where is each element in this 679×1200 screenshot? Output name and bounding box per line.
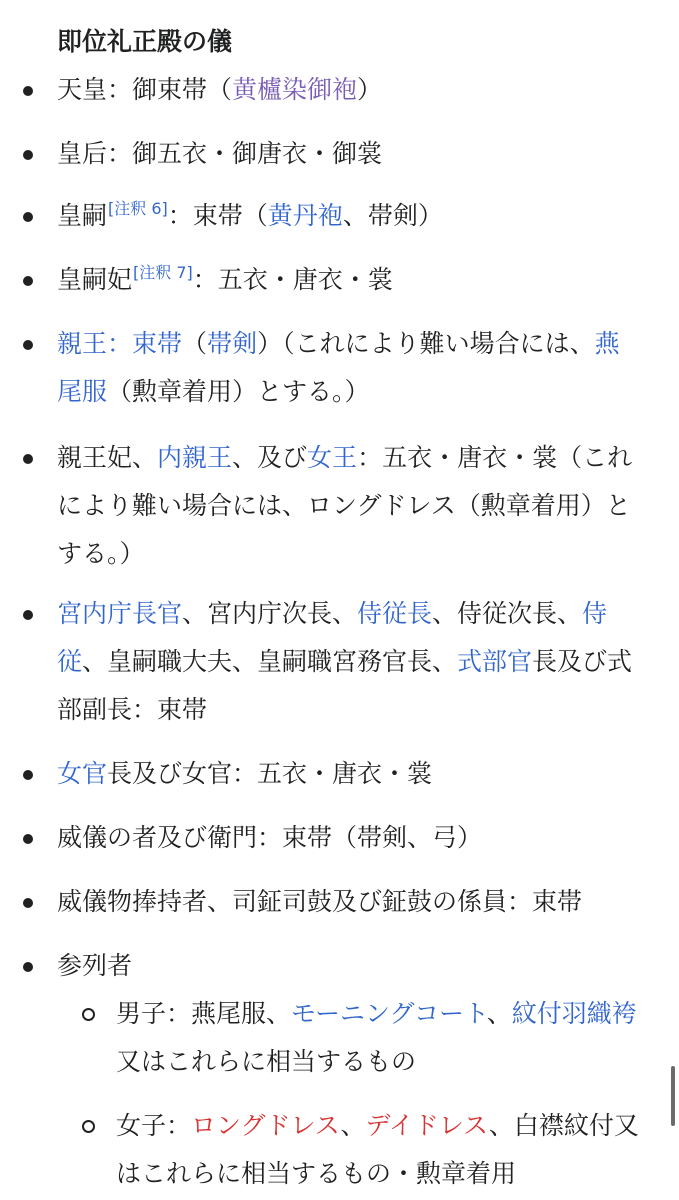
- text-segment: 、及び: [232, 443, 308, 472]
- text-segment: ：: [107, 329, 133, 358]
- text-segment: 、: [486, 999, 512, 1028]
- text-segment: 天皇：御束帯（: [57, 75, 233, 104]
- text-segment: ）（これにより難い場合には、: [257, 329, 595, 358]
- link-shinno[interactable]: 親王: [57, 329, 108, 358]
- text-segment: 皇后：御五衣・御唐衣・御裳: [57, 139, 383, 168]
- link-taiken[interactable]: 帯剣: [207, 329, 258, 358]
- link-long-dress[interactable]: ロングドレス: [191, 1111, 341, 1140]
- text-segment: （: [182, 329, 208, 358]
- text-segment: 参列者: [57, 951, 133, 980]
- list-item-igi: [57, 814, 642, 862]
- text-segment: 親王妃、: [57, 443, 158, 472]
- list-item-nyokan: [57, 750, 642, 798]
- link-ounino-ho[interactable]: 黄丹袍: [267, 201, 343, 230]
- text-segment: 、宮内庁次長、: [182, 599, 358, 628]
- link-naishinno[interactable]: 内親王: [157, 443, 233, 472]
- link-montsuki-haori-hakama[interactable]: 紋付羽織袴: [511, 999, 637, 1028]
- sublist-item-women: [116, 1102, 641, 1198]
- link-jijucho[interactable]: 侍従長: [357, 599, 433, 628]
- list-item-kunaicho: [57, 590, 642, 734]
- text-segment: 、帯剣）: [342, 201, 443, 230]
- text-segment: 皇嗣妃: [57, 265, 133, 294]
- text-segment: 男子：燕尾服、: [116, 999, 292, 1028]
- link-korozen-goho[interactable]: 黄櫨染御袍: [232, 75, 358, 104]
- list-item-empress: [57, 130, 642, 178]
- sublist-item-men: [116, 990, 641, 1086]
- text-segment: 、侍従次長、: [432, 599, 583, 628]
- link-nyokan[interactable]: 女官: [57, 759, 108, 788]
- text-segment: 威儀の者及び衛門：束帯（帯剣、弓）: [57, 823, 483, 852]
- text-segment: ）: [357, 75, 383, 104]
- text-segment: 、皇嗣職大夫、皇嗣職宮務官長、: [82, 647, 458, 676]
- text-segment: 又はこれらに相当するもの: [116, 1047, 417, 1076]
- link-kunaicho-chokan[interactable]: 宮内庁長官: [57, 599, 183, 628]
- text-segment: 、白襟紋付又はこれらに相当するもの・勲章着用: [116, 1111, 639, 1188]
- text-segment: 、: [340, 1111, 366, 1140]
- list-item-igibutsu: [57, 878, 642, 926]
- text-segment: ：束帯（: [167, 201, 268, 230]
- link-sokutai[interactable]: 束帯: [132, 329, 183, 358]
- list-item-koshi-hi: [57, 256, 642, 307]
- footnote-ref-7[interactable]: [注釈 7]: [133, 263, 193, 282]
- text-segment: 女子：: [116, 1111, 192, 1140]
- list-item-attendees: [57, 942, 642, 990]
- section-heading: 即位礼正殿の儀: [57, 27, 233, 56]
- link-shikibukan[interactable]: 式部官: [457, 647, 533, 676]
- list-item-koshi: [57, 192, 642, 243]
- link-day-dress[interactable]: デイドレス: [365, 1111, 489, 1140]
- link-morning-coat[interactable]: モーニングコート: [291, 999, 487, 1028]
- list-item-shinno-hi: [57, 434, 642, 578]
- text-segment: ：五衣・唐衣・裳: [192, 265, 393, 294]
- scrollbar-thumb[interactable]: [671, 1066, 675, 1126]
- link-jiju[interactable]: 侍従: [57, 599, 608, 676]
- text-segment: 皇嗣: [57, 201, 108, 230]
- text-segment: 威儀物捧持者、司鉦司鼓及び鉦鼓の係員：束帯: [57, 887, 583, 916]
- text-segment: ：五衣・唐衣・裳（これにより難い場合には、ロングドレス（勲章着用）とする。）: [57, 443, 633, 568]
- link-enbifuku[interactable]: 燕尾服: [57, 329, 620, 406]
- text-segment: 長及び式部副長：束帯: [57, 647, 633, 724]
- list-item-shinno: [57, 320, 642, 416]
- link-jouou[interactable]: 女王: [307, 443, 358, 472]
- text-segment: （勲章着用）とする。）: [107, 377, 370, 406]
- text-segment: 長及び女官：五衣・唐衣・裳: [107, 759, 433, 788]
- footnote-ref-6[interactable]: [注釈 6]: [108, 199, 168, 218]
- list-item-emperor: [57, 66, 642, 114]
